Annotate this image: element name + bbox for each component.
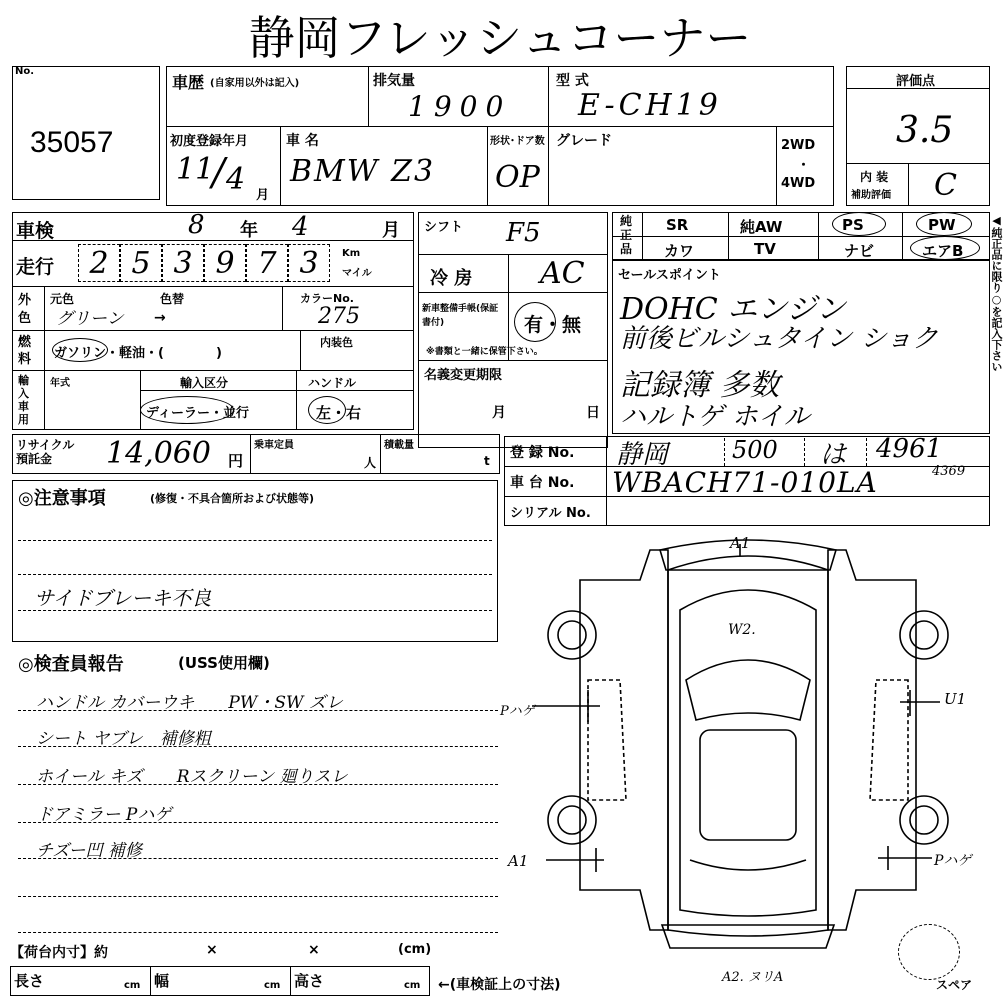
length-label: 長さ [14,972,45,990]
drive-dot: ・ [797,158,811,173]
color-arrow: → [154,310,166,326]
genuine-label: 純正品 [620,214,633,256]
shift-label: シフト [424,220,464,235]
pw-circle [916,212,972,236]
name-change-day: 日 [586,405,600,421]
score-label: 評価点 [896,74,936,89]
recycle-label: リサイクル預託金 [16,438,75,466]
dealer-selected-circle [140,396,234,424]
shape-value: OP [495,160,540,195]
car-name-value: BMW Z3 [290,154,436,189]
width-label: 幅 [154,972,170,990]
caution-subtitle: (修復・不具合箇所および状態等) [150,492,315,505]
import-class-label: 輸入区分 [180,376,229,390]
cargo-x2: × [308,942,320,958]
original-color-value: グリーン [56,309,124,329]
grade-label: グレード [556,133,612,149]
equip-tv: TV [754,240,776,258]
chassis-value: WBACH71-010LA [612,466,878,499]
import-class-value: ディーラー・並行 [146,406,249,421]
spare-tire-circle [898,924,960,980]
no-label: No. [15,66,35,77]
history-label: 車歴 [172,73,205,92]
handle-label: ハンドル [308,376,357,390]
equip-leather: カワ [664,242,695,260]
model-value: E-CH19 [578,88,722,123]
sales-point-line: 記録簿 多数 [620,368,780,403]
capacity-unit: 人 [364,456,377,470]
car-diagram [500,530,996,950]
import-label: 輸入車用 [18,374,29,426]
mark-p-left: Pハゲ [500,704,535,719]
caution-title: ◎注意事項 [18,488,106,509]
cargo-x1: × [206,942,218,958]
fuel-label: 燃料 [18,335,32,367]
equip-pw: PW [928,216,956,234]
interior-color-label: 内装色 [320,336,353,349]
recycle-yen: 円 [228,452,244,470]
inspector-line: ホイール キズ Rスクリーン 廻りスレ [36,767,348,787]
equip-airbag: エアB [922,242,964,260]
chassis-label: 車 台 No. [510,475,575,491]
interior-sublabel: 補助評価 [851,190,891,201]
car-name-label: 車 名 [286,133,319,149]
sales-point-line: DOHC エンジン [620,292,846,327]
drive-2wd: 2WD [781,138,816,153]
spare-label: スペア [936,978,973,992]
date-slash: / [212,150,225,194]
original-color-label: 元色 [50,292,75,306]
inspector-subtitle: (USS使用欄) [178,654,270,672]
left-handle-circle [308,396,346,424]
equip-sr: SR [666,216,689,234]
mark-p-right: Pハゲ [934,853,972,869]
cargo-cm: (cm) [398,942,432,957]
ps-circle [832,212,886,236]
cargo-dimensions-box [10,966,430,996]
stock-number: 35057 [30,126,114,159]
airbag-circle [910,236,980,260]
mileage-digits [78,244,330,282]
repaint-label: 色替 [160,292,185,306]
mileage-digit: 3 [288,244,330,282]
load-unit: t [484,454,490,468]
displacement-label: 排気量 [373,73,415,89]
manual-label: 新車整備手帳(保証書付) [422,304,499,328]
mileage-digit: 7 [246,244,288,282]
handle-value: 左・右 [316,404,362,422]
drive-4wd: 4WD [781,176,816,191]
width-unit: cm [264,980,281,991]
manual-value: 有・無 [524,314,582,336]
sales-point-line: ハルトゲ ホイル [620,402,810,432]
mile-label: マイル [342,268,372,279]
inspector-title: ◎検査員報告 [18,654,124,675]
capacity-label: 乗車定員 [254,440,294,451]
caution-line: サイドブレーキ不良 [34,586,212,610]
mark-a1-left: A1 [508,852,529,870]
shaken-year: 8 [188,210,205,240]
interior-label: 内 装 [860,170,889,184]
month-label: 月 [382,220,400,241]
height-label: 高さ [294,972,325,990]
ac-label: 冷 房 [430,268,473,289]
side-vertical-note: ◀純正品に限り○を記入下さい [990,214,1003,372]
model-year-label: 年式 [50,378,70,389]
reg-label: 登 録 No. [510,445,575,461]
recycle-value: 14,060 [106,436,211,471]
serial-label: シリアル No. [510,506,591,521]
shaken-month: 4 [292,212,309,242]
chassis-suffix: 4369 [932,464,966,479]
mileage-digit: 2 [78,244,120,282]
load-label: 積載量 [384,440,414,451]
height-unit: cm [404,980,421,991]
inspector-line: ドアミラー Pハゲ [36,805,172,825]
shift-value: F5 [506,218,541,248]
inspector-line: シート ヤブレ 補修粗 [36,729,211,749]
manual-note: ※書類と一緒に保管下さい。 [426,347,543,357]
month-unit: 月 [256,188,270,203]
sales-point-line: 前後ビルシュタイン ショク [620,324,939,354]
color-number-value: 275 [318,304,360,329]
shape-label: 形状･ドア数 [490,136,545,147]
km-label: Km [342,248,361,259]
reg-area: 静岡 [616,440,669,470]
inspector-line: ハンドル カバーウキ PW・SW ズレ [36,693,343,713]
mileage-digit: 9 [204,244,246,282]
first-registration-label: 初度登録年月 [170,134,249,149]
mark-u1: U1 [944,690,967,708]
mark-a1-top: A1 [730,534,751,552]
interior-score: C [934,168,957,203]
ac-value: AC [540,256,585,291]
reg-class: 500 [732,436,778,464]
score-value: 3.5 [896,110,954,151]
inspector-line: チズー凹 補修 [36,841,142,861]
reg-number: 4961 [876,434,943,464]
year-unit: 年 [240,220,258,241]
manual-yes-circle [514,302,556,342]
exterior-label: 外色 [18,293,32,326]
equip-ps: PS [842,216,864,234]
length-unit: cm [124,980,141,991]
history-sublabel: (自家用以外は記入) [210,78,300,89]
first-registration-year: 11 [176,152,215,187]
displacement-value: 1900 [408,90,512,123]
mark-w2: W2. [728,622,756,638]
name-change-month: 月 [492,405,506,421]
equip-aw: 純AW [740,218,783,236]
mark-a2: A2. ヌリA [722,970,784,985]
cargo-label: 【荷台内寸】約 [10,945,108,961]
mileage-digit: 5 [120,244,162,282]
sales-point-label: セールスポイント [618,268,721,283]
name-change-label: 名義変更期限 [424,368,503,383]
fuel-selected-circle [52,338,108,362]
mileage-label: 走行 [16,256,55,278]
shaken-label: 車検 [16,220,55,242]
equip-navi: ナビ [844,242,875,260]
reg-kana: は [820,440,847,470]
fuel-options: ガソリン・軽油・( ) [54,346,222,361]
model-label: 型 式 [556,73,589,89]
mileage-digit: 3 [162,244,204,282]
color-number-label: カラーNo. [300,292,354,305]
cargo-note: ←(車検証上の寸法) [438,977,561,993]
page-title: 静岡フレッシュコーナー [248,11,752,65]
first-registration-month: 4 [226,162,246,197]
